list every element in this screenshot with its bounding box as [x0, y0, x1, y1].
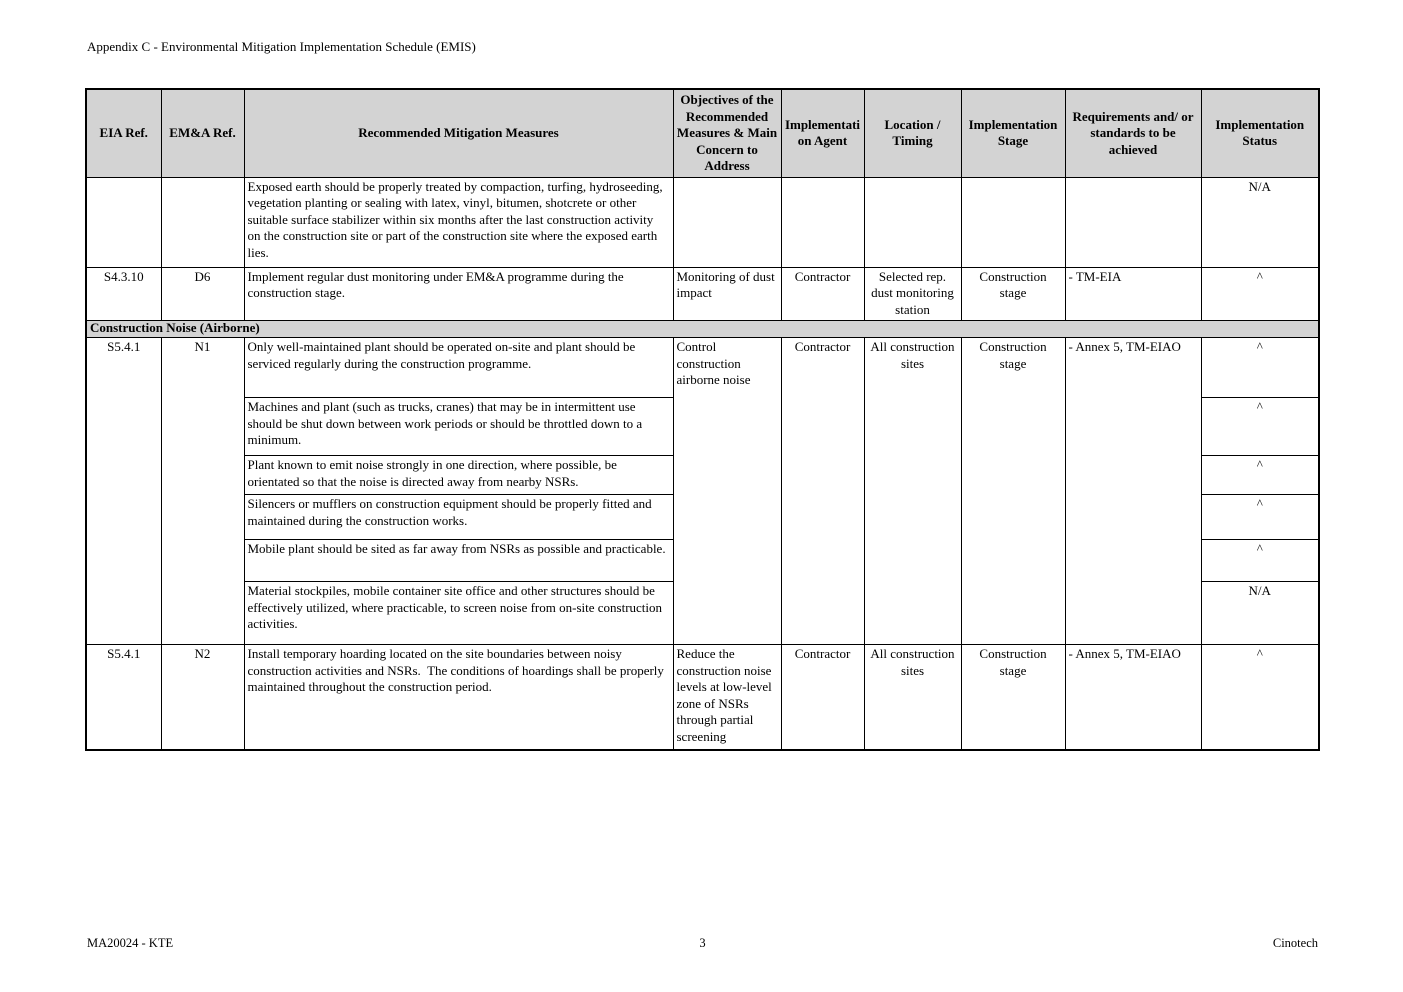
emis-table	[85, 88, 1320, 751]
header-location: Location / Timing	[864, 89, 961, 177]
cell-requirements: - TM-EIA	[1065, 267, 1201, 321]
cell-stage-empty	[961, 177, 1065, 267]
cell-location: All construction sites	[864, 338, 961, 645]
cell-status: ^	[1201, 398, 1319, 456]
cell-status: ^	[1201, 338, 1319, 398]
footer-project-code: MA20024 - KTE	[87, 936, 174, 950]
cell-status: ^	[1201, 645, 1319, 750]
cell-requirements-empty	[1065, 177, 1201, 267]
cell-eia-ref-empty	[86, 177, 161, 267]
cell-location-empty	[864, 177, 961, 267]
footer-company-name: Cinotech	[1272, 936, 1318, 950]
cell-measure: Plant known to emit noise strongly in one direction, where possible, be orientated so that the noise is directed away from nearby NSRs.	[244, 456, 673, 495]
cell-objective: Reduce the construction noise levels at low-level zone of NSRs through partial screening	[673, 645, 781, 750]
cell-agent-empty	[781, 177, 864, 267]
cell-agent: Contractor	[781, 645, 864, 750]
cell-objective: Monitoring of dust impact	[673, 267, 781, 321]
footer-page-number: 3	[699, 936, 706, 950]
cell-eia-ref: S5.4.1	[86, 645, 161, 750]
cell-status: ^	[1201, 456, 1319, 495]
table-header-row	[86, 89, 1319, 177]
cell-status: N/A	[1201, 177, 1319, 267]
section-header-label: Construction Noise (Airborne)	[86, 321, 1319, 338]
header-stage: Implementation Stage	[961, 89, 1065, 177]
cell-location: Selected rep. dust monitoring station	[864, 267, 961, 321]
header-eia-ref: EIA Ref.	[86, 89, 161, 177]
row-dust-monitoring	[86, 267, 1319, 321]
cell-stage: Construction stage	[961, 645, 1065, 750]
cell-status: ^	[1201, 495, 1319, 540]
cell-eia-ref: S5.4.1	[86, 338, 161, 645]
cell-status: N/A	[1201, 582, 1319, 645]
header-objectives: Objectives of the Recommended Measures & Main Concern to Address	[673, 89, 781, 177]
page-title: Appendix C - Environmental Mitigation Implementation Schedule (EMIS)	[87, 39, 476, 54]
cell-measure: Implement regular dust monitoring under EM&A programme during the construction stage.	[244, 267, 673, 321]
row-exposed-earth	[86, 177, 1319, 267]
cell-agent: Contractor	[781, 267, 864, 321]
cell-objective-empty	[673, 177, 781, 267]
cell-ema-ref-empty	[161, 177, 244, 267]
cell-stage: Construction stage	[961, 338, 1065, 645]
cell-objective: Control construction airborne noise	[673, 338, 781, 645]
header-agent: Implementation Agent	[781, 89, 864, 177]
cell-status: ^	[1201, 540, 1319, 582]
header-requirements: Requirements and/ or standards to be achieved	[1065, 89, 1201, 177]
cell-measure: Exposed earth should be properly treated by compaction, turfing, hydroseeding, vegetation planting or sealing with latex, vinyl, bitumen, shotcrete or other suitable surface stabilizer within six months after the last construction activity on the construction site or part of the construction site where the exposed earth lies.	[244, 177, 673, 267]
header-measures: Recommended Mitigation Measures	[244, 89, 673, 177]
cell-agent: Contractor	[781, 338, 864, 645]
cell-ema-ref: D6	[161, 267, 244, 321]
cell-status: ^	[1201, 267, 1319, 321]
cell-eia-ref: S4.3.10	[86, 267, 161, 321]
header-status: Implementation Status	[1201, 89, 1319, 177]
row-n1-sub-1	[86, 338, 1319, 398]
cell-requirements: - Annex 5, TM-EIAO	[1065, 338, 1201, 645]
row-n2-hoarding	[86, 645, 1319, 750]
cell-location: All construction sites	[864, 645, 961, 750]
header-ema-ref: EM&A Ref.	[161, 89, 244, 177]
cell-ema-ref: N2	[161, 645, 244, 750]
cell-measure: Install temporary hoarding located on the site boundaries between noisy construction activities and NSRs. The conditions of hoardings shall be properly maintained throughout the construction period.	[244, 645, 673, 750]
cell-measure: Only well-maintained plant should be operated on-site and plant should be serviced regularly during the construction programme.	[244, 338, 673, 398]
cell-measure: Material stockpiles, mobile container site office and other structures should be effectively utilized, where practicable, to screen noise from on-site construction activities.	[244, 582, 673, 645]
cell-measure: Machines and plant (such as trucks, cranes) that may be in intermittent use should be shut down between work periods or should be throttled down to a minimum.	[244, 398, 673, 456]
cell-ema-ref: N1	[161, 338, 244, 645]
cell-requirements: - Annex 5, TM-EIAO	[1065, 645, 1201, 750]
section-row-construction-noise	[86, 321, 1319, 338]
cell-stage: Construction stage	[961, 267, 1065, 321]
cell-measure: Mobile plant should be sited as far away from NSRs as possible and practicable.	[244, 540, 673, 582]
cell-measure: Silencers or mufflers on construction equipment should be properly fitted and maintained during the construction works.	[244, 495, 673, 540]
